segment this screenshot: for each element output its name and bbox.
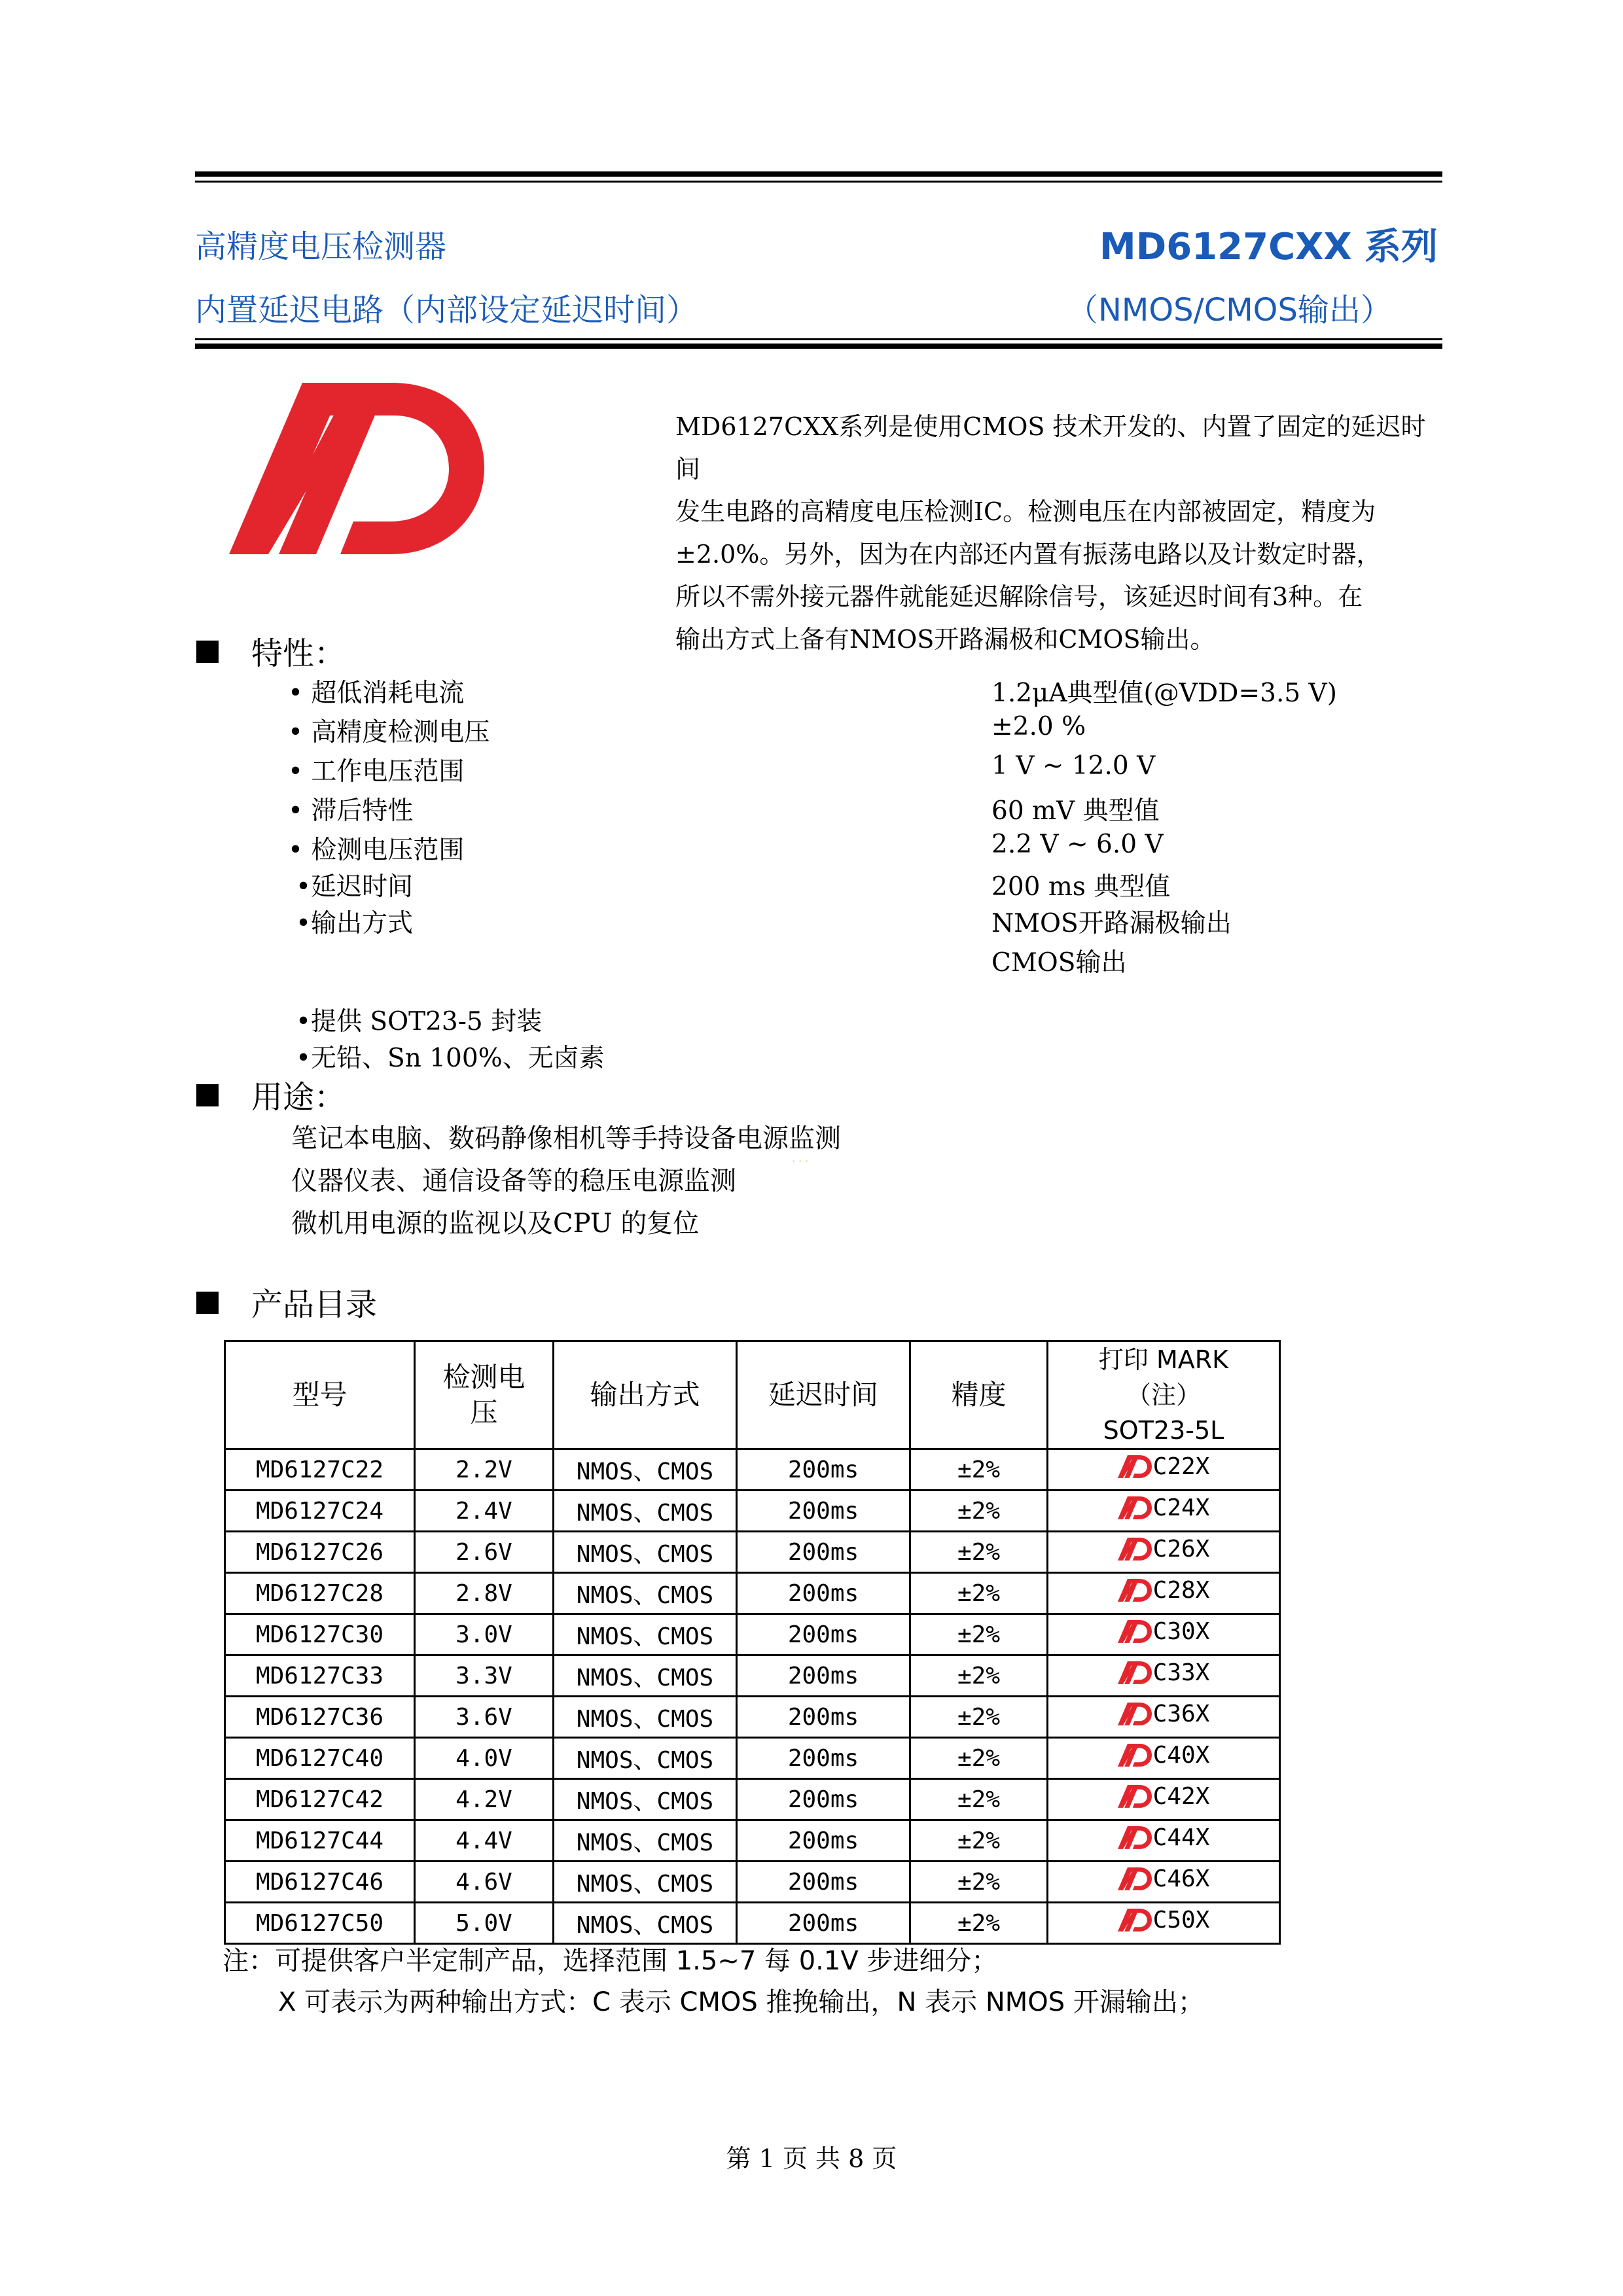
table-row [225, 1573, 1280, 1614]
cell-delay: 200ms [737, 1738, 910, 1779]
mark-text: C44X [1152, 1824, 1210, 1852]
mark-wrap [1118, 1494, 1210, 1521]
header-output-type: （NMOS/CMOS输出） [1067, 292, 1392, 328]
uses-title: 用途： [251, 1079, 346, 1116]
cell-model: MD6127C40 [225, 1738, 415, 1779]
square-bullet-icon [196, 1292, 219, 1314]
use-item: 笔记本电脑、数码静像相机等手持设备电源监测 [291, 1123, 841, 1154]
header-rule-thin [195, 338, 1442, 340]
product-table [224, 1340, 1281, 1945]
cell-voltage: 4.6V [415, 1862, 554, 1903]
cell-model: MD6127C50 [225, 1903, 415, 1944]
md-mark-icon [1118, 1454, 1152, 1480]
cell-delay: 200ms [737, 1862, 910, 1903]
cell-voltage: 3.3V [415, 1655, 554, 1697]
cell-voltage: 4.2V [415, 1779, 554, 1820]
feature-label: • 超低消耗电流 [288, 679, 465, 708]
mark-text: C22X [1152, 1453, 1210, 1481]
faint-watermark: · · · [792, 1155, 809, 1167]
table-row [225, 1903, 1280, 1944]
cell-model: MD6127C24 [225, 1491, 415, 1532]
cell-accuracy: ±2% [910, 1697, 1048, 1738]
feature-value: NMOS开路漏极输出 [991, 909, 1232, 938]
header-series-name: MD6127CXX 系列 [1099, 226, 1438, 268]
top-rule-thin [195, 181, 1442, 183]
mark-text: C30X [1152, 1618, 1210, 1646]
cell-model: MD6127C36 [225, 1697, 415, 1738]
mark-wrap [1118, 1742, 1210, 1769]
page-footer: 第 1 页 共 8 页 [726, 2144, 897, 2173]
cell-model: MD6127C46 [225, 1862, 415, 1903]
cell-mark [1048, 1655, 1280, 1697]
feature-value: 200 ms 典型值 [991, 872, 1171, 902]
md-mark-icon [1118, 1660, 1152, 1686]
cell-mark [1048, 1738, 1280, 1779]
mark-wrap [1118, 1536, 1210, 1563]
cell-accuracy: ±2% [910, 1614, 1048, 1655]
md-mark-icon [1118, 1866, 1152, 1892]
cell-mark [1048, 1449, 1280, 1491]
col-header-delay: 延迟时间 [737, 1341, 910, 1449]
intro-line: 所以不需外接元器件就能延迟解除信号，该延迟时间有3种。在 [675, 582, 1363, 611]
features-title: 特性： [251, 635, 346, 672]
cell-voltage: 2.2V [415, 1449, 554, 1491]
cell-model: MD6127C28 [225, 1573, 415, 1614]
feature-label: • 高精度检测电压 [288, 718, 490, 747]
catalog-heading [196, 1279, 377, 1324]
intro-line: 输出方式上备有NMOS开路漏极和CMOS输出。 [675, 625, 1215, 654]
header-title-cn: 高精度电压检测器 [195, 228, 447, 265]
table-row [225, 1820, 1280, 1862]
md-mark-icon [1118, 1495, 1152, 1521]
col-header-model: 型号 [225, 1341, 415, 1449]
md-mark-icon [1118, 1825, 1152, 1851]
cell-delay: 200ms [737, 1903, 910, 1944]
col-header-accuracy: 精度 [910, 1341, 1048, 1449]
mark-wrap [1118, 1865, 1210, 1892]
cell-voltage: 3.6V [415, 1697, 554, 1738]
cell-accuracy: ±2% [910, 1779, 1048, 1820]
cell-output: NMOS、CMOS [554, 1779, 737, 1820]
intro-line: ±2.0%。另外，因为在内部还内置有振荡电路以及计数定时器， [675, 540, 1382, 569]
md-mark-icon [1118, 1578, 1152, 1604]
md-mark-icon [1118, 1619, 1152, 1645]
cell-output: NMOS、CMOS [554, 1532, 737, 1573]
table-row [225, 1738, 1280, 1779]
feature-label: •无铅、Sn 100%、无卤素 [296, 1044, 605, 1073]
intro-line: MD6127CXX系列是使用CMOS 技术开发的、内置了固定的延迟时间 [675, 412, 1426, 484]
mark-text: C24X [1152, 1494, 1210, 1522]
table-row [225, 1697, 1280, 1738]
cell-output: NMOS、CMOS [554, 1614, 737, 1655]
cell-output: NMOS、CMOS [554, 1820, 737, 1862]
cell-output: NMOS、CMOS [554, 1862, 737, 1903]
feature-value: ±2.0 % [991, 712, 1086, 741]
cell-accuracy: ±2% [910, 1862, 1048, 1903]
table-header-row [225, 1341, 1280, 1449]
mark-text: C50X [1152, 1907, 1210, 1934]
square-bullet-icon [196, 1084, 219, 1106]
feature-value: 1.2μA典型值(@VDD=3.5 V) [991, 679, 1337, 708]
catalog-title: 产品目录 [251, 1286, 378, 1323]
cell-voltage: 2.8V [415, 1573, 554, 1614]
mark-text: C46X [1152, 1865, 1210, 1893]
cell-delay: 200ms [737, 1655, 910, 1697]
use-item: 仪器仪表、通信设备等的稳压电源监测 [291, 1166, 736, 1196]
mark-wrap [1118, 1907, 1210, 1934]
feature-label: • 工作电压范围 [288, 757, 465, 786]
header-subtitle-cn: 内置延迟电路（内部设定延迟时间） [195, 292, 698, 328]
square-bullet-icon [196, 641, 219, 663]
cell-delay: 200ms [737, 1573, 910, 1614]
cell-mark [1048, 1491, 1280, 1532]
intro-paragraph [675, 406, 1448, 661]
mark-text: C36X [1152, 1701, 1210, 1728]
cell-voltage: 2.4V [415, 1491, 554, 1532]
table-row [225, 1779, 1280, 1820]
table-row [225, 1532, 1280, 1573]
cell-accuracy: ±2% [910, 1532, 1048, 1573]
mark-text: C26X [1152, 1536, 1210, 1563]
table-body [225, 1449, 1280, 1944]
cell-output: NMOS、CMOS [554, 1491, 737, 1532]
cell-output: NMOS、CMOS [554, 1449, 737, 1491]
cell-mark [1048, 1903, 1280, 1944]
mark-wrap [1118, 1783, 1210, 1810]
table-row [225, 1614, 1280, 1655]
note-line-2: X 可表示为两种输出方式：C 表示 CMOS 推挽输出，N 表示 NMOS 开漏输出； [278, 1987, 1204, 2017]
mark-text: C40X [1152, 1742, 1210, 1769]
cell-delay: 200ms [737, 1614, 910, 1655]
mark-wrap [1118, 1453, 1210, 1480]
cell-mark [1048, 1820, 1280, 1862]
feature-label: •提供 SOT23-5 封装 [296, 1007, 543, 1036]
col-header-output: 输出方式 [554, 1341, 737, 1449]
header-rule-thick [195, 344, 1442, 349]
feature-value: 1 V ~ 12.0 V [991, 751, 1156, 781]
md-mark-icon [1118, 1536, 1152, 1563]
cell-accuracy: ±2% [910, 1820, 1048, 1862]
table-row [225, 1655, 1280, 1697]
cell-model: MD6127C30 [225, 1614, 415, 1655]
cell-accuracy: ±2% [910, 1491, 1048, 1532]
feature-value: 2.2 V ~ 6.0 V [991, 830, 1164, 859]
cell-voltage: 2.6V [415, 1532, 554, 1573]
intro-line: 发生电路的高精度电压检测IC。检测电压在内部被固定，精度为 [675, 497, 1376, 526]
cell-accuracy: ±2% [910, 1449, 1048, 1491]
md-mark-icon [1118, 1701, 1152, 1727]
cell-output: NMOS、CMOS [554, 1655, 737, 1697]
cell-model: MD6127C42 [225, 1779, 415, 1820]
cell-accuracy: ±2% [910, 1655, 1048, 1697]
mark-text: C28X [1152, 1577, 1210, 1604]
mark-text: C42X [1152, 1783, 1210, 1810]
cell-voltage: 4.0V [415, 1738, 554, 1779]
cell-model: MD6127C33 [225, 1655, 415, 1697]
cell-model: MD6127C44 [225, 1820, 415, 1862]
cell-output: NMOS、CMOS [554, 1903, 737, 1944]
feature-label: •延迟时间 [296, 872, 414, 902]
cell-mark [1048, 1573, 1280, 1614]
md-mark-icon [1118, 1742, 1152, 1769]
mark-text: C33X [1152, 1659, 1210, 1687]
cell-output: NMOS、CMOS [554, 1697, 737, 1738]
cell-delay: 200ms [737, 1532, 910, 1573]
top-rule-thick [195, 171, 1442, 177]
cell-accuracy: ±2% [910, 1573, 1048, 1614]
col-header-mark: 打印 MARK（注）SOT23-5L [1048, 1341, 1280, 1449]
table-row [225, 1449, 1280, 1491]
cell-output: NMOS、CMOS [554, 1573, 737, 1614]
cell-voltage: 5.0V [415, 1903, 554, 1944]
cell-model: MD6127C26 [225, 1532, 415, 1573]
cell-model: MD6127C22 [225, 1449, 415, 1491]
feature-label: • 滞后特性 [288, 796, 414, 826]
feature-value: 60 mV 典型值 [991, 796, 1160, 826]
col-header-voltage: 检测电压 [415, 1341, 554, 1449]
cell-mark [1048, 1532, 1280, 1573]
cell-accuracy: ±2% [910, 1903, 1048, 1944]
md-logo-icon [229, 383, 484, 559]
feature-value: CMOS输出 [991, 948, 1127, 978]
feature-label: •输出方式 [296, 909, 414, 938]
cell-delay: 200ms [737, 1779, 910, 1820]
cell-delay: 200ms [737, 1820, 910, 1862]
mark-wrap [1118, 1618, 1210, 1645]
note-line-1: 注：可提供客户半定制产品，选择范围 1.5~7 每 0.1V 步进细分； [223, 1946, 998, 1976]
cell-accuracy: ±2% [910, 1738, 1048, 1779]
cell-delay: 200ms [737, 1449, 910, 1491]
mark-wrap [1118, 1659, 1210, 1686]
cell-mark [1048, 1614, 1280, 1655]
cell-voltage: 3.0V [415, 1614, 554, 1655]
mark-wrap [1118, 1701, 1210, 1727]
table-row [225, 1491, 1280, 1532]
md-mark-icon [1118, 1907, 1152, 1934]
feature-label: • 检测电压范围 [288, 836, 465, 865]
cell-delay: 200ms [737, 1697, 910, 1738]
features-heading [196, 628, 346, 673]
uses-heading [196, 1072, 346, 1117]
cell-mark [1048, 1779, 1280, 1820]
mark-wrap [1118, 1824, 1210, 1851]
cell-delay: 200ms [737, 1491, 910, 1532]
table-row [225, 1862, 1280, 1903]
md-mark-icon [1118, 1784, 1152, 1810]
cell-mark [1048, 1862, 1280, 1903]
uses-list [291, 1118, 841, 1245]
cell-voltage: 4.4V [415, 1820, 554, 1862]
cell-mark [1048, 1697, 1280, 1738]
use-item: 微机用电源的监视以及CPU 的复位 [291, 1209, 700, 1239]
mark-wrap [1118, 1577, 1210, 1604]
cell-output: NMOS、CMOS [554, 1738, 737, 1779]
